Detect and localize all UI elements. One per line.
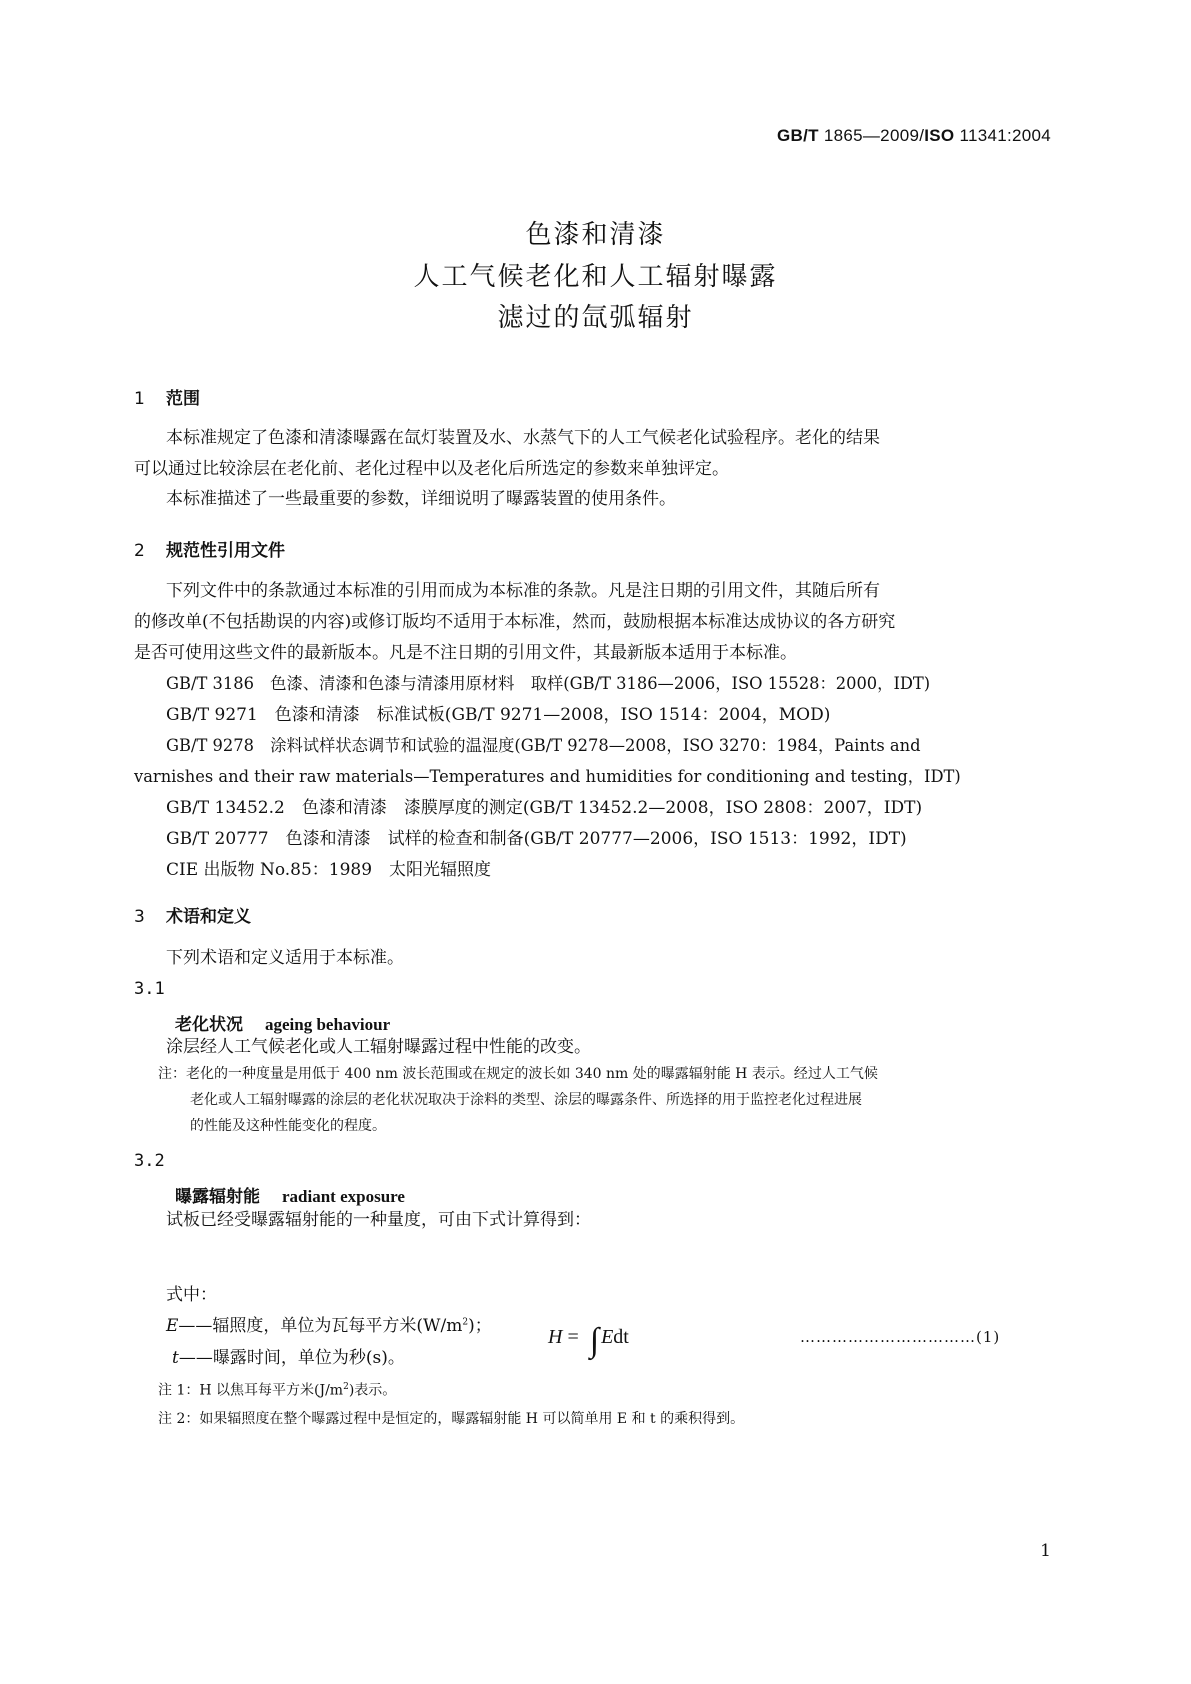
term-3-1-definition: 涂层经人工气候老化或人工辐射曝露过程中性能的改变。 [166,1037,591,1057]
term-3-1-note-line: 老化或人工辐射曝露的涂层的老化状况取决于涂料的类型、涂层的曝露条件、所选择的用于监控老化过程进展 [190,1092,862,1108]
title-line-2: 人工气候老化和人工辐射曝露 [413,262,778,292]
term-3-2-heading: 曝露辐射能 radiant exposure [175,1187,405,1207]
formula-1: H = ∫ Edt [548,1322,629,1359]
section-1-paragraph: 本标准描述了一些最重要的参数，详细说明了曝露装置的使用条件。 [166,489,676,509]
integral-symbol: ∫ [589,1322,600,1359]
reference-item: GB/T 9278 涂料试样状态调节和试验的温湿度(GB/T 9278—2008，ISO 3270：1984，Paints and [166,736,921,755]
reference-item: GB/T 3186 色漆、清漆和色漆与清漆用原材料 取样(GB/T 3186—2006，ISO 15528：2000，IDT) [166,674,931,693]
section-2-heading: 2 规范性引用文件 [134,541,285,561]
section-1-paragraph-line: 可以通过比较涂层在老化前、老化过程中以及老化后所选定的参数来单独评定。 [134,459,729,479]
where-label: 式中： [166,1285,217,1305]
term-3-1-note-line: 的性能及这种性能变化的程度。 [190,1118,386,1134]
reference-item: GB/T 9271 色漆和清漆 标准试板(GB/T 9271—2008，ISO 1514：2004，MOD) [166,705,831,725]
variable-e-definition: E——辐照度，单位为瓦每平方米$(W/m^2)$； [166,1316,492,1336]
section-2-intro-line: 下列文件中的条款通过本标准的引用而成为本标准的条款。凡是注日期的引用文件，其随后所有 [166,581,880,601]
note-1: 注 1：H 以焦耳每平方米$(J/m^2)$表示。 [158,1382,397,1399]
reference-item: CIE 出版物 No.85：1989 太阳光辐照度 [166,860,492,880]
note-2: 注 2：如果辐照度在整个曝露过程中是恒定的，曝露辐射能 H 可以简单用 E 和 t 的乘积得到。 [158,1411,745,1427]
term-3-2-number: 3.2 [134,1151,165,1171]
title-line-3: 滤过的氙弧辐射 [497,303,694,333]
section-3-heading: 3 术语和定义 [134,907,251,927]
term-3-1-number: 3.1 [134,979,165,999]
equation-number: ……………………………(1) [800,1328,1001,1346]
term-3-1-note-line: 注：老化的一种度量是用低于 400 nm 波长范围或在规定的波长如 340 nm 处的曝露辐射能 H 表示。经过人工气候 [158,1066,878,1082]
section-3-intro: 下列术语和定义适用于本标准。 [166,948,404,968]
term-3-1-heading: 老化状况 ageing behaviour [175,1015,391,1035]
section-2-intro-line: 的修改单(不包括勘误的内容)或修订版均不适用于本标准，然而，鼓励根据本标准达成协议的各方研究 [134,612,896,632]
page-number: 1 [1040,1541,1051,1561]
variable-t-definition: t——曝露时间，单位为秒(s)。 [172,1348,405,1368]
reference-item-continued: varnishes and their raw materials—Temperatures and humidities for conditioning and testing，IDT) [134,767,961,786]
title-line-1: 色漆和清漆 [525,220,666,250]
section-2-intro-line: 是否可使用这些文件的最新版本。凡是不注日期的引用文件，其最新版本适用于本标准。 [134,643,797,663]
section-1-heading: 1 范围 [134,389,200,409]
standard-code: GB/T 1865—2009/ISO 11341:2004 [777,126,1051,145]
section-1-paragraph-line: 本标准规定了色漆和清漆曝露在氙灯装置及水、水蒸气下的人工气候老化试验程序。老化的结果 [166,428,880,448]
term-3-2-definition: 试板已经受曝露辐射能的一种量度，可由下式计算得到： [166,1210,591,1230]
reference-item: GB/T 20777 色漆和清漆 试样的检查和制备(GB/T 20777—2006，ISO 1513：1992，IDT) [166,829,907,849]
reference-item: GB/T 13452.2 色漆和清漆 漆膜厚度的测定(GB/T 13452.2—2008，ISO 2808：2007，IDT) [166,798,923,818]
